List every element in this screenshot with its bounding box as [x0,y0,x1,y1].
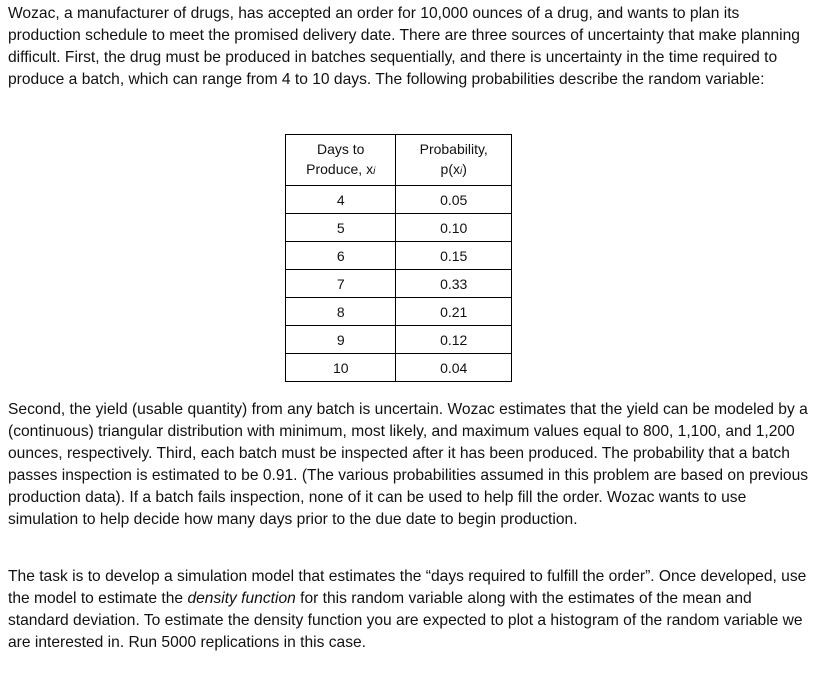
probability-cell: 0.21 [396,298,512,326]
prob-header-subscript: i [460,165,463,177]
table-row [286,214,512,242]
intro-paragraph: Wozac, a manufacturer of drugs, has accepted an order for 10,000 ounces of a drug, and wants to plan its production schedule to meet the promised delivery date. There are three sources of uncertainty that make planning difficult. First, the drug must be produced in batches sequentially, and there is uncertainty in the time required to produce a batch, which can range from 4 to 10 days. The following probabilities describe the random variable: [8,5,800,88]
probability-cell: 0.05 [396,186,512,214]
table-row [286,242,512,270]
probability-cell: 0.04 [396,354,512,382]
table-row [286,354,512,382]
days-header-line1: Days to [316,140,365,157]
probability-cell: 0.10 [396,214,512,242]
days-header-line2: Produce, x [306,160,374,177]
days-cell: 10 [286,354,396,382]
task-text-before: The task is to develop a simulation model that estimates the “days required to fulfill the order”. Once developed, use the model to estimate the [8,568,807,607]
days-cell: 8 [286,298,396,326]
task-text-after: for this random variable along with the estimates of the mean and standard deviation. To estimate the density function you are expected to plot a histogram of the random variable we are interested in. Run 5000 replications in this case. [8,590,803,651]
prob-header-line2: p(x [440,160,460,177]
days-header-subscript: i [373,165,376,177]
table-row [286,326,512,354]
probability-table [285,134,512,382]
yield-paragraph: Second, the yield (usable quantity) from any batch is uncertain. Wozac estimates that the yield can be modeled by a (continuous) triangular distribution with minimum, most likely, and maximum values equal to 800, 1,100, and 1,200 ounces, respectively. Third, each batch must be inspected after it has been produced. The probability that a batch passes inspection is estimated to be 0.91. (The various probabilities assumed in this problem are based on previous production data). If a batch fails inspection, none of it can be used to help fill the order. Wozac wants to use simulation to help decide how many days prior to the due date to begin production. [8,401,809,528]
table-header-row [286,135,512,186]
table-row [286,298,512,326]
days-column-header [286,135,396,186]
probability-cell: 0.12 [396,326,512,354]
probability-cell: 0.15 [396,242,512,270]
probability-column-header [396,135,512,186]
probability-cell: 0.33 [396,270,512,298]
days-cell: 7 [286,270,396,298]
task-paragraph [8,566,813,654]
days-cell: 9 [286,326,396,354]
table-row [286,186,512,214]
days-cell: 6 [286,242,396,270]
prob-header-line1: Probability, [419,140,488,157]
task-emphasis: density function [187,590,296,607]
table-row [286,270,512,298]
days-cell: 5 [286,214,396,242]
prob-header-close: ) [462,160,467,177]
days-cell: 4 [286,186,396,214]
